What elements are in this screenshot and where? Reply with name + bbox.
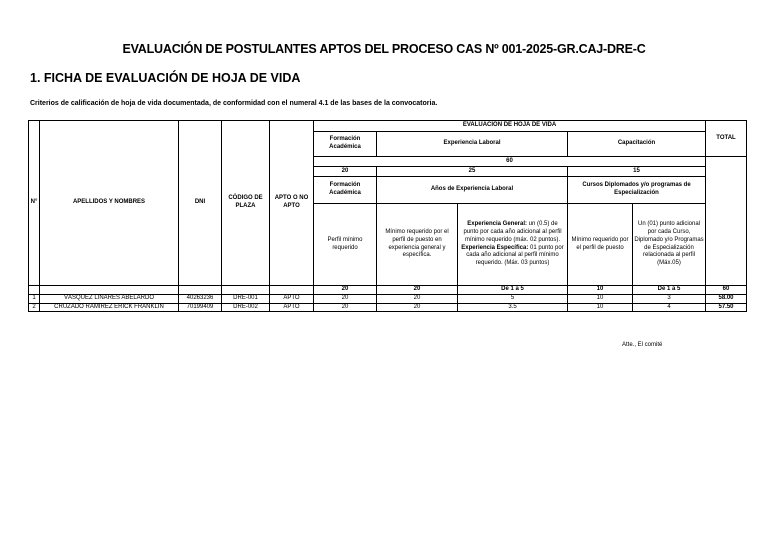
table-row — [29, 295, 747, 304]
header-capacitacion: Capacitación — [568, 132, 706, 157]
row-exp-adic: 5 — [458, 295, 568, 304]
header-min-experiencia: Mínimo requerido por el perfil de puesto en experiencia general y específica. — [377, 204, 458, 286]
score-formacion: 20 — [314, 286, 377, 295]
criteria-text: Criterios de calificación de hoja de vida documentada, de conformidad con el numeral 4.1 de las bases de la convocatoria. — [30, 100, 438, 107]
header-curso-adicional: Un (01) punto adicional por cada Curso, Diplomado y/o Programas de Especialización relacionada al perfil (Máx.05) — [633, 204, 706, 286]
score-exp-adic: De 1 a 5 — [458, 286, 568, 295]
score-blank-apto — [270, 286, 314, 295]
exp-especifica-label: Experiencia Específica: — [461, 244, 529, 251]
score-blank-dni — [179, 286, 222, 295]
weight-capacitacion: 15 — [568, 167, 706, 177]
evaluation-table — [28, 120, 747, 312]
page-title: EVALUACIÓN DE POSTULANTES APTOS DEL PROCESO CAS Nº 001-2025-GR.CAJ-DRE-C — [122, 42, 646, 56]
header-total-blank — [706, 157, 747, 286]
table-row — [29, 303, 747, 312]
score-blank-code — [222, 286, 270, 295]
row-curso-adic: 3 — [633, 295, 706, 304]
row-code: DRE-001 — [222, 295, 270, 304]
row-min-exp: 20 — [377, 295, 458, 304]
row-dni: 70199409 — [179, 303, 222, 312]
weight-formacion: 20 — [314, 167, 377, 177]
row-exp-adic: 3.5 — [458, 303, 568, 312]
row-formacion: 20 — [314, 303, 377, 312]
header-perfil-minimo: Perfil mínimo requerido — [314, 204, 377, 286]
score-min-exp: 20 — [377, 286, 458, 295]
header-formacion-2: Formación Académica — [314, 177, 377, 204]
header-apto: APTO O NO APTO — [270, 121, 314, 286]
header-min-curso: Mínimo requerido por el perfil de puesto — [568, 204, 633, 286]
header-code: CÓDIGO DE PLAZA — [222, 121, 270, 286]
signature: Atte., El comité — [622, 342, 663, 348]
score-min-curso: 10 — [568, 286, 633, 295]
row-dni: 40263236 — [179, 295, 222, 304]
exp-general-label: Experiencia General: — [467, 221, 527, 228]
header-name: APELLIDOS Y NOMBRES — [40, 121, 179, 286]
score-total: 60 — [706, 286, 747, 295]
row-min-exp: 20 — [377, 303, 458, 312]
row-min-curso: 10 — [568, 295, 633, 304]
header-formacion: Formación Académica — [314, 132, 377, 157]
header-experiencia-adicional — [458, 204, 568, 286]
header-cursos: Cursos Diplomados y/o programas de Especialización — [568, 177, 706, 204]
row-code: DRE-002 — [222, 303, 270, 312]
row-apto: APTO — [270, 303, 314, 312]
score-curso-adic: De 1 a 5 — [633, 286, 706, 295]
row-apto: APTO — [270, 295, 314, 304]
exp-general-text: un (0.5) de punto por cada año adicional al perfil mínimo requerido (máx. 02 puntos). — [463, 221, 562, 243]
row-total: 57.50 — [706, 303, 747, 312]
row-curso-adic: 4 — [633, 303, 706, 312]
header-sum60: 60 — [314, 157, 706, 167]
score-blank-name — [40, 286, 179, 295]
header-experiencia: Experiencia Laboral — [377, 132, 568, 157]
exp-especifica-text: 01 punto por cada año adicional al perfil mínimo requerido. (Máx. 03 puntos) — [466, 244, 564, 266]
header-no: N° — [29, 121, 40, 286]
row-name: CRUZADO RAMÍREZ ERICK FRANKLIN — [40, 303, 179, 312]
score-blank-no — [29, 286, 40, 295]
row-min-curso: 10 — [568, 303, 633, 312]
header-total: TOTAL — [706, 121, 747, 157]
row-formacion: 20 — [314, 295, 377, 304]
row-name: VÁSQUEZ LINARES ABELARDO — [40, 295, 179, 304]
section-title: 1. FICHA DE EVALUACIÓN DE HOJA DE VIDA — [30, 71, 301, 85]
weight-experiencia: 25 — [377, 167, 568, 177]
header-eval: EVALUACIÓN DE HOJA DE VIDA — [314, 121, 706, 132]
header-dni: DNI — [179, 121, 222, 286]
header-anios-experiencia: Años de Experiencia Laboral — [377, 177, 568, 204]
row-no: 1 — [29, 295, 40, 304]
row-total: 58.00 — [706, 295, 747, 304]
row-no: 2 — [29, 303, 40, 312]
